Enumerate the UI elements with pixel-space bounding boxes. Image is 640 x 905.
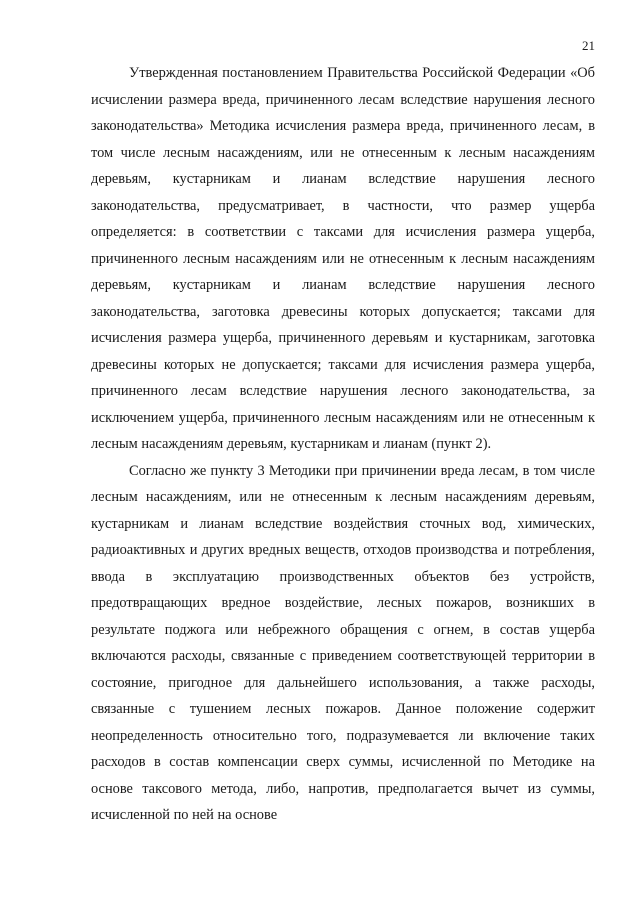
paragraph-2: Согласно же пункту 3 Методики при причинении вреда лесам, в том числе лесным насаждениям, или не отнесенным к лесным насаждениям деревьям, кустарникам и лианам вследствие воздействия сточных вод, химических, радиоактивных и других вредных веществ, отходов производства и потребления, ввода в эксплуатацию производственных объектов без устройств, предотвращающих вредное воздействие, лесных пожаров, возникших в результате поджога или небрежного обращения с огнем, в состав ущерба включаются расходы, связанные с приведением соответствующей территории в состояние, пригодное для дальнейшего использования, а также расходы, связанные с тушением лесных пожаров. Данное положение содержит неопределенность относительно того, подразумевается ли включение таких расходов в состав компенсации сверх суммы, исчисленной по Методике на основе таксового метода, либо, напротив, предполагается вычет из суммы, исчисленной по ней на основе [91, 462, 595, 823]
body-text [91, 60, 595, 829]
page-number: 21 [582, 38, 595, 53]
paragraph-1: Утвержденная постановлением Правительства Российской Федерации «Об исчислении размера вреда, причиненного лесам вследствие нарушения лесного законодательства» Методика исчисления размера вреда, причиненного лесам, в том числе лесным насаждениям, или не отнесенным к лесным насаждениям деревьям, кустарникам и лианам вследствие нарушения лесного законодательства, предусматривает, в частности, что размер ущерба определяется: в соответствии с таксами для исчисления размера ущерба, причиненного лесным насаждениям или не отнесенным к лесным насаждениям деревьям, кустарникам и лианам вследствие нарушения лесного законодательства, заготовка древесины которых допускается; таксами для исчисления размера ущерба, причиненного деревьям и кустарникам, заготовка древесины которых не допускается; таксами для исчисления размера ущерба, причиненного лесам вследствие нарушения лесного законодательства, за исключением ущерба, причиненного лесным насаждениям или не отнесенным к лесным насаждениям деревьям, кустарникам и лианам (пункт 2). [91, 65, 595, 452]
